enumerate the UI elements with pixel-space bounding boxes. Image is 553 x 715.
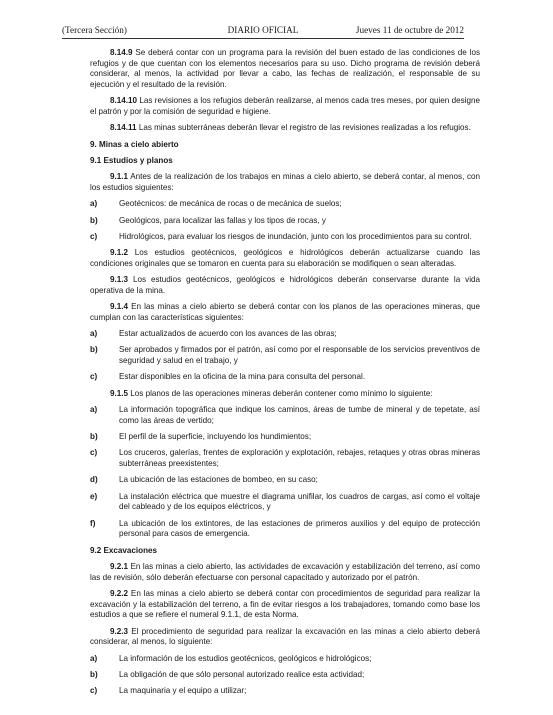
paragraph-number: 9.2.2 — [110, 588, 129, 598]
list-item-text: La obligación de que sólo personal autorizado realice esta actividad; — [119, 669, 365, 679]
paragraph-text: Se deberá contar con un programa para la revisión del buen estado de las condiciones de los refugios y de que cuentan con los elementos necesarios para su uso. Dicho programa de revisión deberá considerar, al menos, la actividad por llevar a cabo, las fechas de realización, el responsable de su ejecución y el resultado de la revisión. — [90, 48, 480, 90]
numbered-paragraph — [90, 275, 480, 296]
paragraph-number: 8.14.10 — [110, 96, 138, 106]
section-heading: 9.1 Estudios y planos — [90, 156, 173, 165]
header-date: Jueves 11 de octubre de 2012 — [355, 25, 464, 35]
list-item-text: Geotécnicos: de mecánica de rocas o de mecánica de suelos; — [119, 199, 342, 209]
paragraph-text: Las minas subterráneas deberán llevar el registro de las revisiones realizadas a los refugios. — [138, 123, 471, 133]
list-item — [90, 199, 480, 210]
page-header — [62, 24, 464, 36]
section-heading: 9. Minas a cielo abierto — [90, 139, 179, 149]
list-item — [90, 670, 480, 681]
numbered-paragraph — [90, 48, 480, 91]
numbered-paragraph — [90, 627, 480, 648]
paragraph-text: En las minas a cielo abierto se deberá contar con los planos de las operaciones mineras, que cumplan con las características siguientes: — [90, 302, 481, 322]
list-item-text: La instalación eléctrica que muestre el diagrama unifilar, los cuadros de cargas, así como el voltaje del cableado y de los equipos eléctricos, y — [119, 491, 480, 512]
numbered-paragraph — [90, 389, 480, 400]
list-item — [90, 372, 480, 383]
list-item — [90, 232, 480, 243]
list-item-text: La información de los estudios geotécnicos, geológicos e hidrológicos; — [119, 653, 372, 663]
list-item — [90, 492, 480, 513]
list-item-text: Estar actualizados de acuerdo con los avances de las obras; — [119, 329, 337, 339]
paragraph-number: 9.2.1 — [110, 561, 129, 571]
document-body — [90, 48, 480, 703]
list-marker: c) — [90, 686, 98, 696]
list-item — [90, 448, 480, 469]
list-item-text: Estar disponibles en la oficina de la mina para consulta del personal. — [119, 372, 366, 382]
paragraph-text: Los estudios geotécnicos, geológicos e hidrológicos deberán actualizarse cuando las condiciones originales que se tomaron en cuenta para su elaboración se modifiquen o sean alteradas. — [90, 248, 480, 268]
list-marker: b) — [90, 432, 98, 442]
paragraph-text: Los planos de las operaciones mineras deberán contener como mínimo lo siguiente: — [130, 388, 433, 398]
paragraph-number: 9.1.2 — [110, 248, 129, 258]
list-item-text: La información topográfica que indique los caminos, áreas de tumbe de mineral y de tepetate, así como las áreas de vertido; — [119, 405, 480, 425]
paragraph-text: Los estudios geotécnicos, geológicos e hidrológicos deberán conservarse durante la vida operativa de la mina. — [90, 275, 481, 295]
list-marker: a) — [90, 653, 98, 663]
numbered-paragraph — [90, 123, 480, 134]
list-item — [90, 686, 480, 697]
list-marker: c) — [90, 231, 98, 241]
list-item — [90, 654, 480, 665]
paragraph-number: 8.14.9 — [110, 48, 133, 57]
header-rule — [62, 38, 464, 39]
numbered-paragraph — [90, 302, 480, 323]
list-marker: c) — [90, 448, 98, 458]
list-item-text: Hidrológicos, para evaluar los riesgos de inundación, junto con los procedimientos para su control. — [119, 231, 472, 241]
section-heading: 9.2 Excavaciones — [90, 545, 158, 555]
list-item-text: Geológicos, para localizar las fallas y los tipos de rocas, y — [119, 215, 326, 225]
list-item-text: La ubicación de los extintores, de las estaciones de primeros auxilios y del equipo de protección personal para casos de emergencia. — [119, 518, 480, 539]
list-item — [90, 475, 480, 486]
list-marker: b) — [90, 345, 98, 355]
list-item-text: La ubicación de las estaciones de bombeo, en su caso; — [119, 475, 318, 485]
list-marker: d) — [90, 475, 98, 485]
paragraph-number: 9.1.4 — [110, 302, 129, 312]
paragraph-number: 9.2.3 — [110, 626, 129, 636]
list-marker: c) — [90, 372, 98, 382]
numbered-paragraph — [90, 248, 480, 269]
numbered-paragraph — [90, 172, 480, 193]
list-marker: f) — [90, 518, 96, 528]
list-marker: b) — [90, 669, 98, 679]
list-marker: b) — [90, 215, 98, 225]
list-item-text: La maquinaria y el equipo a utilizar; — [119, 686, 247, 696]
list-marker: e) — [90, 491, 98, 501]
list-item — [90, 216, 480, 227]
paragraph-number: 8.14.11 — [110, 123, 137, 133]
list-item — [90, 432, 480, 443]
list-marker: a) — [90, 405, 98, 415]
numbered-paragraph — [90, 589, 480, 621]
paragraph-text: El procedimiento de seguridad para realizar la excavación en las minas a cielo abierto deberá considerar, al menos, lo siguiente: — [90, 626, 481, 647]
header-publication: DIARIO OFICIAL — [227, 25, 299, 35]
paragraph-text: Las revisiones a los refugios deberán realizarse, al menos cada tres meses, por quien designe el patrón y por la comisión de seguridad e higiene. — [90, 96, 481, 117]
list-item-text: Ser aprobados y firmados por el patrón, así como por el responsable de los servicios preventivos de seguridad y salud en el trabajo, y — [119, 345, 480, 366]
list-item — [90, 519, 480, 540]
list-marker: a) — [90, 329, 98, 339]
list-item — [90, 329, 480, 340]
paragraph-text: En las minas a cielo abierto se deberá contar con procedimientos de seguridad para realizar la excavación y la estabilización del terreno, a fin de evitar riesgos a los trabajadores, tomando como base los estudios a que se refiere el numeral 9.1.1, de esta Norma. — [90, 588, 480, 620]
list-marker: a) — [90, 199, 98, 209]
paragraph-number: 9.1.5 — [110, 388, 129, 398]
numbered-paragraph — [90, 96, 480, 117]
list-item-text: El perfil de la superficie, incluyendo los hundimientos; — [119, 432, 312, 442]
paragraph-text: En las minas a cielo abierto, las actividades de excavación y estabilización del terreno, así como las de revisión, sólo deberán efectuarse con personal capacitado y autorizado por el patrón. — [90, 561, 480, 582]
list-item — [90, 345, 480, 366]
list-item-text: Los cruceros, galerías, frentes de exploración y explotación, rebajes, retaques y otras obras mineras subterráneas preexistentes; — [119, 448, 480, 469]
paragraph-number: 9.1.3 — [110, 275, 129, 285]
header-section: (Tercera Sección) — [62, 25, 127, 35]
numbered-paragraph — [90, 562, 480, 583]
paragraph-text: Antes de la realización de los trabajos en minas a cielo abierto, se deberá contar, al menos, con los estudios siguientes: — [90, 172, 480, 192]
list-item — [90, 405, 480, 426]
paragraph-number: 9.1.1 — [110, 172, 129, 182]
